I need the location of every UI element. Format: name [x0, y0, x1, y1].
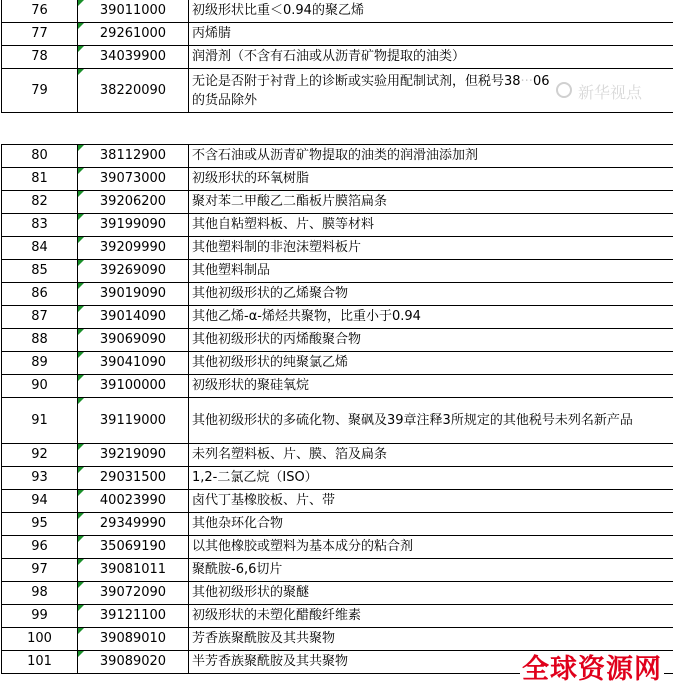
product-description: 不含石油或从沥青矿物提取的油类的润滑油添加剂	[189, 145, 673, 168]
tariff-code: 39014090	[78, 306, 189, 329]
tariff-code: 39206200	[78, 191, 189, 214]
tariff-code: 39121100	[78, 605, 189, 628]
description-end: 06	[532, 73, 550, 89]
tariff-code: 39072090	[78, 582, 189, 605]
row-number: 94	[2, 490, 78, 513]
obscured-text: ···	[520, 73, 533, 89]
watermark-xinhua: 新华视点	[578, 83, 643, 102]
product-description: 初级形状的未塑化醋酸纤维素	[189, 605, 673, 628]
table-row	[2, 352, 673, 375]
tariff-code: 39219090	[78, 444, 189, 467]
tariff-code: 29349990	[78, 513, 189, 536]
tariff-code: 39019090	[78, 283, 189, 306]
row-number: 76	[2, 0, 78, 23]
table-row	[2, 628, 673, 651]
row-number: 82	[2, 191, 78, 214]
row-number: 89	[2, 352, 78, 375]
table-row	[2, 513, 673, 536]
row-number: 83	[2, 214, 78, 237]
row-number: 81	[2, 168, 78, 191]
table-row	[2, 214, 673, 237]
product-description: 其他杂环化合物	[189, 513, 673, 536]
product-description: 其他初级形状的乙烯聚合物	[189, 283, 673, 306]
table-row	[2, 168, 673, 191]
product-description: 未列名塑料板、片、膜、箔及扁条	[189, 444, 673, 467]
product-description: 初级形状的环氧树脂	[189, 168, 673, 191]
product-description: 丙烯腈	[189, 23, 673, 46]
tariff-table-top	[1, 0, 673, 113]
table-row	[2, 375, 673, 398]
row-number: 80	[2, 145, 78, 168]
tariff-code: 39069090	[78, 329, 189, 352]
product-description: 其他初级形状的丙烯酸聚合物	[189, 329, 673, 352]
table-row	[2, 237, 673, 260]
table-row	[2, 605, 673, 628]
table-row	[2, 46, 673, 69]
tariff-code: 29031500	[78, 467, 189, 490]
table-row	[2, 260, 673, 283]
row-number: 77	[2, 23, 78, 46]
table-row	[2, 490, 673, 513]
row-number: 101	[2, 651, 78, 674]
tariff-code: 39269090	[78, 260, 189, 283]
row-number: 88	[2, 329, 78, 352]
tariff-code: 35069190	[78, 536, 189, 559]
table-row	[2, 283, 673, 306]
row-number: 86	[2, 283, 78, 306]
product-description: 其他初级形状的纯聚氯乙烯	[189, 352, 673, 375]
product-description: 卤代丁基橡胶板、片、带	[189, 490, 673, 513]
watermark-site-name: 全球资源网	[520, 652, 664, 688]
tariff-code: 39089020	[78, 651, 189, 674]
tariff-code: 38220090	[78, 69, 189, 113]
table-row	[2, 398, 673, 444]
product-description: 其他自粘塑料板、片、膜等材料	[189, 214, 673, 237]
row-number: 79	[2, 69, 78, 113]
product-description: 其他乙烯-α-烯烃共聚物，比重小于0.94	[189, 306, 673, 329]
product-description: 以其他橡胶或塑料为基本成分的粘合剂	[189, 536, 673, 559]
product-description: 聚对苯二甲酸乙二酯板片膜箔扁条	[189, 191, 673, 214]
description-line-2: 的货品除外	[192, 92, 258, 108]
row-number: 97	[2, 559, 78, 582]
row-number: 99	[2, 605, 78, 628]
table-row	[2, 582, 673, 605]
description-line-1: 无论是否附于衬背上的诊断或实验用配制试剂，但税号38	[192, 73, 521, 89]
tariff-code: 29261000	[78, 23, 189, 46]
table-row	[2, 467, 673, 490]
product-description: 其他塑料制品	[189, 260, 673, 283]
tariff-code: 39089010	[78, 628, 189, 651]
tariff-code: 40023990	[78, 490, 189, 513]
row-number: 92	[2, 444, 78, 467]
tariff-code: 38112900	[78, 145, 189, 168]
table-row	[2, 69, 673, 113]
watermark-logo-icon	[556, 82, 572, 98]
product-description: 润滑剂（不含有石油或从沥青矿物提取的油类）	[189, 46, 673, 69]
row-number: 100	[2, 628, 78, 651]
table-row	[2, 536, 673, 559]
product-description: 初级形状的聚硅氧烷	[189, 375, 673, 398]
tariff-code: 39100000	[78, 375, 189, 398]
tariff-code: 39041090	[78, 352, 189, 375]
product-description: 其他初级形状的聚醚	[189, 582, 673, 605]
product-description: 半芳香族聚酰胺及其共聚物	[189, 651, 673, 674]
row-number: 96	[2, 536, 78, 559]
row-number: 98	[2, 582, 78, 605]
tariff-table-bottom	[1, 144, 673, 674]
table-row	[2, 306, 673, 329]
row-number: 84	[2, 237, 78, 260]
product-description	[189, 69, 673, 113]
tariff-code: 39081011	[78, 559, 189, 582]
product-description: 聚酰胺-6,6切片	[189, 559, 673, 582]
table-row	[2, 444, 673, 467]
table-row	[2, 0, 673, 23]
row-number: 93	[2, 467, 78, 490]
table-row	[2, 559, 673, 582]
table-row	[2, 191, 673, 214]
tariff-code: 39119000	[78, 398, 189, 444]
tariff-code: 34039900	[78, 46, 189, 69]
tariff-code: 39011000	[78, 0, 189, 23]
table-row	[2, 23, 673, 46]
row-number: 87	[2, 306, 78, 329]
product-description: 1,2-二氯乙烷（ISO）	[189, 467, 673, 490]
row-number: 85	[2, 260, 78, 283]
row-number: 91	[2, 398, 78, 444]
product-description: 芳香族聚酰胺及其共聚物	[189, 628, 673, 651]
tariff-code: 39209990	[78, 237, 189, 260]
row-number: 95	[2, 513, 78, 536]
table-row	[2, 145, 673, 168]
row-number: 78	[2, 46, 78, 69]
product-description: 初级形状比重＜0.94的聚乙烯	[189, 0, 673, 23]
tariff-code: 39199090	[78, 214, 189, 237]
product-description: 其他塑料制的非泡沫塑料板片	[189, 237, 673, 260]
product-description: 其他初级形状的多硫化物、聚砜及39章注释3所规定的其他税号未列名新产品	[189, 398, 673, 444]
table-row	[2, 329, 673, 352]
tariff-code: 39073000	[78, 168, 189, 191]
row-number: 90	[2, 375, 78, 398]
